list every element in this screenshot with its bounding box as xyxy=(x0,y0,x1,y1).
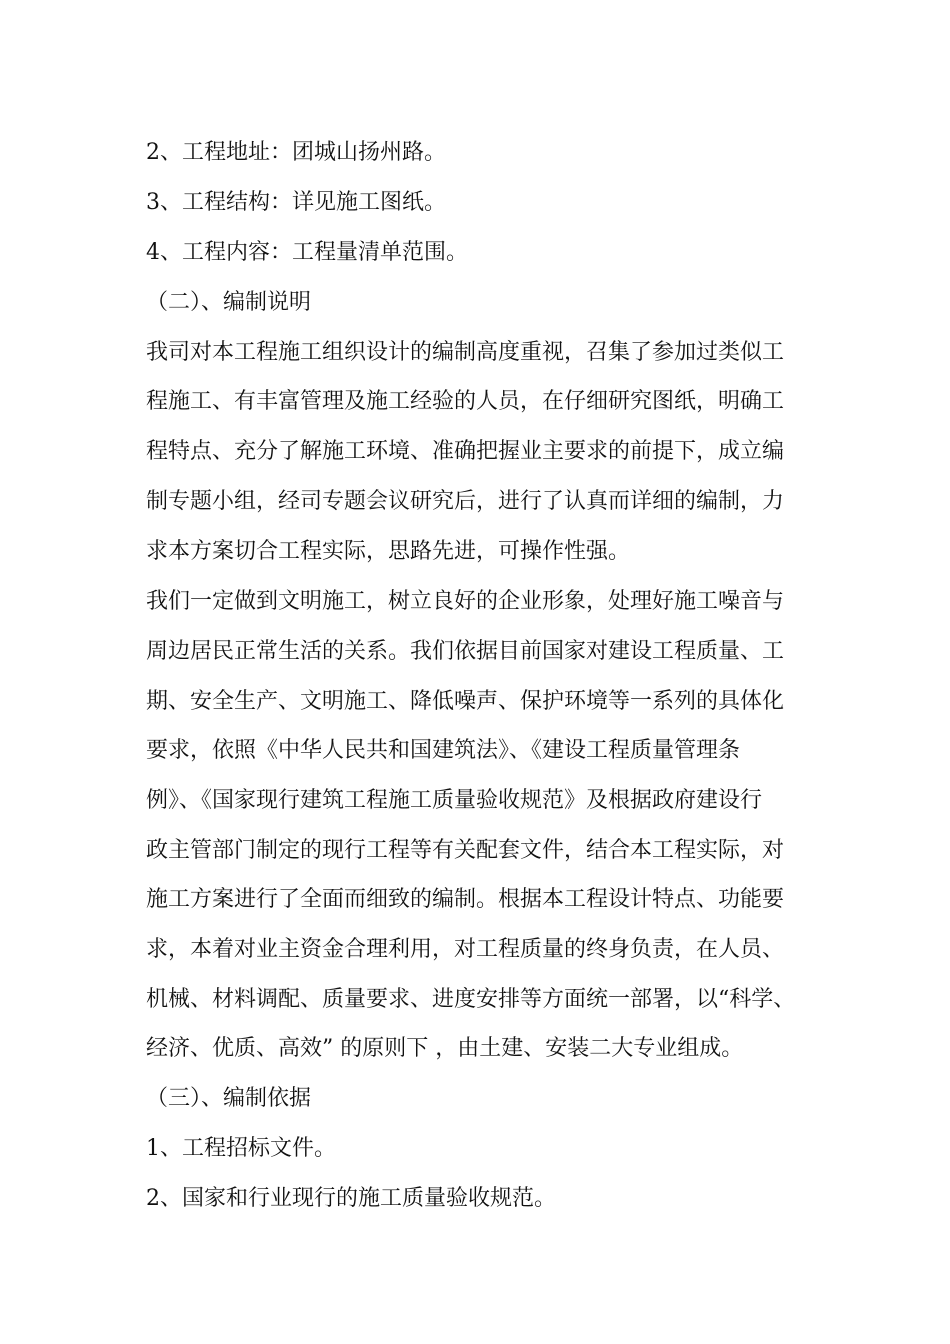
basis-item-2: 2、国家和行业现行的施工质量验收规范。 xyxy=(146,1186,556,1211)
basis-item-1: 1、工程招标文件。 xyxy=(146,1136,336,1161)
paragraph-2-line-2: 周边居民正常生活的关系。我们依据目前国家对建设工程质量、工 xyxy=(146,639,785,664)
paragraph-2-line-10: 经济、优质、高效” 的原则下 ，由土建、安装二大专业组成。 xyxy=(146,1036,744,1061)
text-line-structure: 3、工程结构：详见施工图纸。 xyxy=(146,190,446,215)
section-heading-2: （二）、编制说明 xyxy=(146,290,312,315)
paragraph-2-line-1: 我们一定做到文明施工，树立良好的企业形象，处理好施工噪音与 xyxy=(146,589,785,614)
paragraph-2-line-6: 政主管部门制定的现行工程等有关配套文件，结合本工程实际，对 xyxy=(146,838,785,863)
text-line-address: 2、工程地址：团城山扬州路。 xyxy=(146,140,446,165)
paragraph-1-line-2: 程施工、有丰富管理及施工经验的人员，在仔细研究图纸，明确工 xyxy=(146,389,785,414)
paragraph-1-line-3: 程特点、充分了解施工环境、准确把握业主要求的前提下，成立编 xyxy=(146,439,785,464)
paragraph-2-line-4: 要求，依照《中华人民共和国建筑法》、《建设工程质量管理条 xyxy=(146,738,741,763)
paragraph-2-line-3: 期、安全生产、文明施工、降低噪声、保护环境等一系列的具体化 xyxy=(146,689,785,714)
paragraph-1-line-1: 我司对本工程施工组织设计的编制高度重视，召集了参加过类似工 xyxy=(146,340,785,365)
section-heading-3: （三）、编制依据 xyxy=(146,1086,312,1111)
paragraph-2-line-5: 例》、《国家现行建筑工程施工质量验收规范》及根据政府建设行 xyxy=(146,788,763,813)
text-line-content: 4、工程内容：工程量清单范围。 xyxy=(146,240,468,265)
paragraph-2-line-7: 施工方案进行了全面而细致的编制。根据本工程设计特点、功能要 xyxy=(146,887,785,912)
paragraph-2-line-8: 求，本着对业主资金合理利用，对工程质量的终身负责，在人员、 xyxy=(146,937,785,962)
paragraph-1-line-4: 制专题小组，经司专题会议研究后，进行了认真而详细的编制，力 xyxy=(146,489,785,514)
paragraph-1-line-5: 求本方案切合工程实际，思路先进，可操作性强。 xyxy=(146,539,631,564)
paragraph-2-line-9: 机械、材料调配、质量要求、进度安排等方面统一部署，以“科学、 xyxy=(146,987,796,1012)
